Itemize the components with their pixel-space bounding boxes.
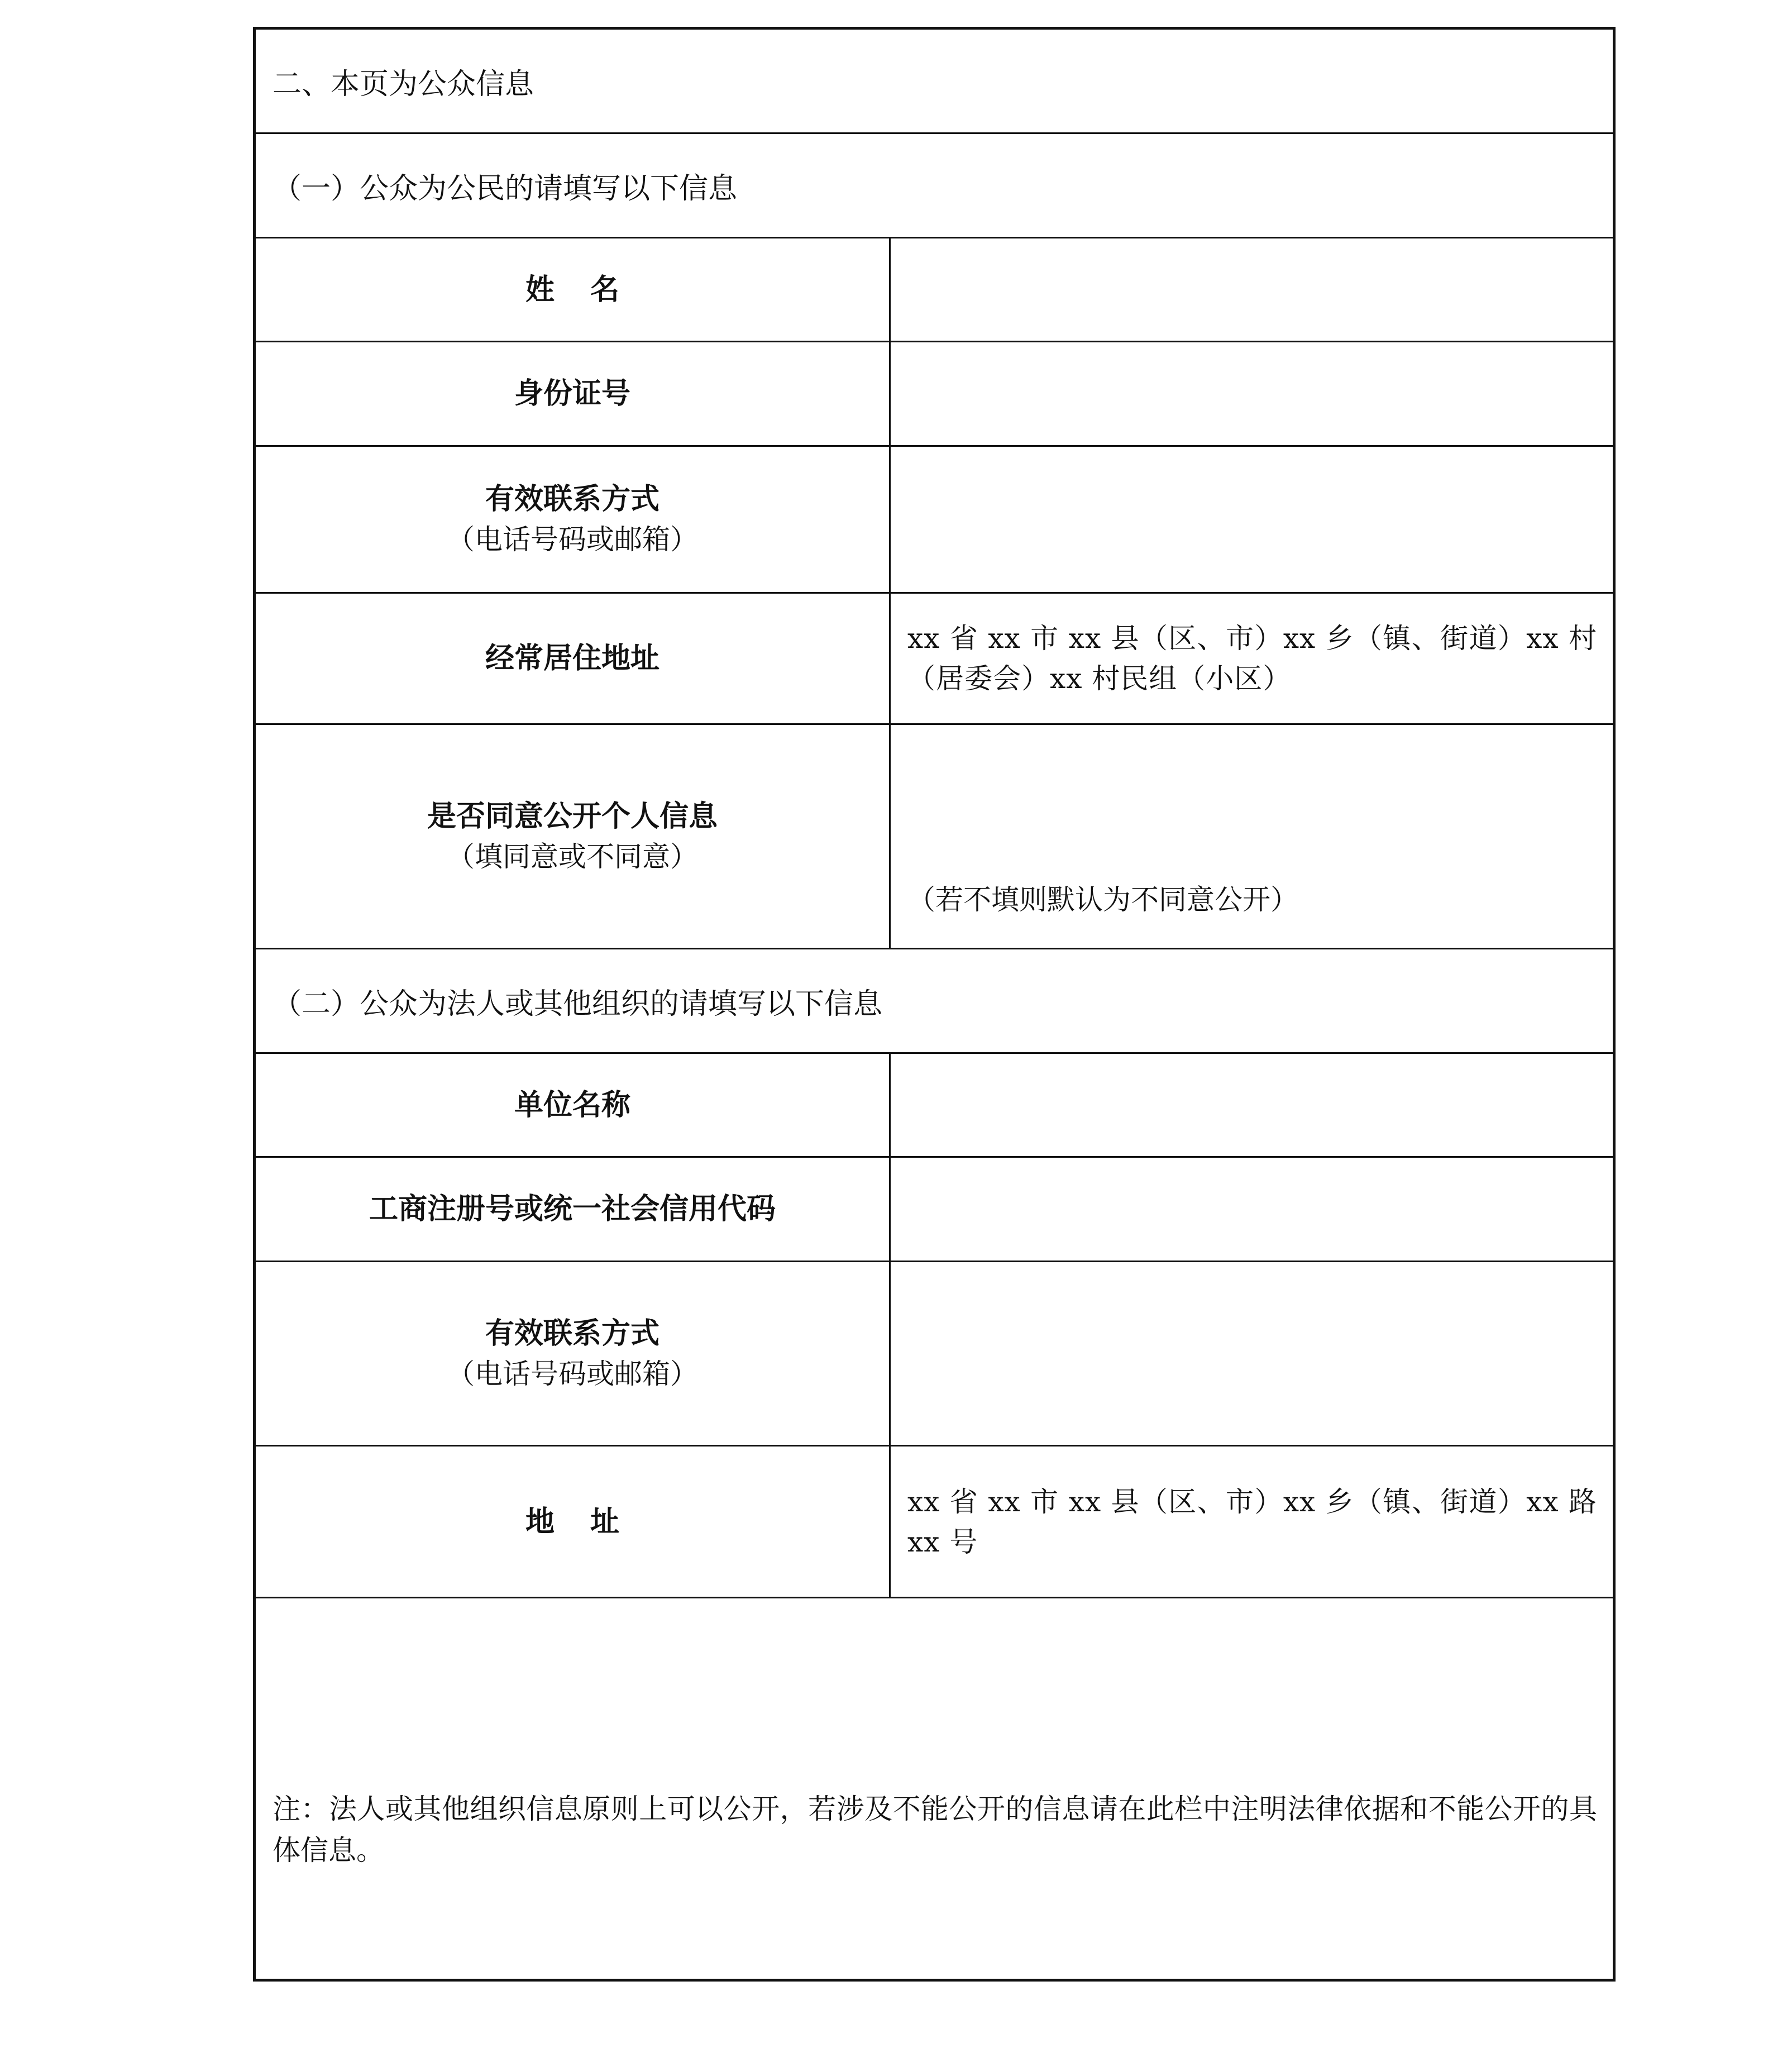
registration-label-cell [256, 1158, 891, 1261]
id-number-input[interactable] [891, 342, 1613, 445]
organization-contact-sub-label: （电话号码或邮箱） [447, 1357, 698, 1390]
citizen-contact-label: 有效联系方式 [485, 482, 660, 516]
row-organization-address [256, 1446, 1613, 1598]
unit-name-input[interactable] [891, 1054, 1613, 1156]
row-consent [256, 725, 1613, 949]
residence-address-value: xx 省 xx 市 xx 县（区、市）xx 乡（镇、街道）xx 村（居委会）xx 村民组（小区） [907, 622, 1597, 695]
organization-heading-row [256, 949, 1613, 1054]
organization-contact-label-cell [256, 1262, 891, 1445]
consent-sub-label: （填同意或不同意） [447, 840, 698, 873]
row-residence-address [256, 594, 1613, 725]
citizen-contact-input[interactable] [891, 447, 1613, 592]
citizen-contact-sub-label: （电话号码或邮箱） [447, 523, 698, 556]
row-name [256, 238, 1613, 342]
consent-hint: （若不填则默认为不同意公开） [907, 884, 1298, 916]
residence-label-cell [256, 594, 891, 723]
name-label-cell [256, 238, 891, 341]
consent-input[interactable] [891, 725, 1613, 948]
row-citizen-contact [256, 447, 1613, 594]
unit-name-label-cell [256, 1054, 891, 1156]
registration-code-input[interactable] [891, 1158, 1613, 1261]
name-label: 姓名 [525, 272, 655, 307]
residence-address-label: 经常居住地址 [485, 641, 660, 675]
section-title-row [256, 30, 1613, 134]
id-label-cell [256, 342, 891, 445]
section-title: 二、本页为公众信息 [273, 67, 534, 101]
row-organization-contact [256, 1262, 1613, 1446]
unit-name-label: 单位名称 [514, 1087, 630, 1122]
note-cell[interactable] [256, 1598, 1613, 1979]
name-input[interactable] [891, 238, 1613, 341]
note-text: 注：法人或其他组织信息原则上可以公开，若涉及不能公开的信息请在此栏中注明法律依据和不能公开的具体信息。 [273, 1793, 1597, 1866]
organization-contact-label: 有效联系方式 [485, 1316, 660, 1350]
organization-address-value: xx 省 xx 市 xx 县（区、市）xx 乡（镇、街道）xx 路 xx 号 [907, 1485, 1597, 1558]
residence-address-input[interactable] [891, 594, 1613, 723]
consent-label-cell [256, 725, 891, 948]
public-info-form [253, 27, 1616, 1982]
row-id-number [256, 342, 1613, 447]
citizen-contact-label-cell [256, 447, 891, 592]
citizen-heading-row [256, 134, 1613, 238]
citizen-heading: （一）公众为公民的请填写以下信息 [273, 171, 738, 206]
organization-address-label: 地址 [525, 1504, 655, 1539]
registration-code-label: 工商注册号或统一社会信用代码 [369, 1192, 776, 1226]
organization-address-input[interactable] [891, 1446, 1613, 1597]
organization-contact-input[interactable] [891, 1262, 1613, 1445]
row-unit-name [256, 1054, 1613, 1158]
consent-label: 是否同意公开个人信息 [427, 799, 718, 833]
organization-address-label-cell [256, 1446, 891, 1597]
id-number-label: 身份证号 [514, 376, 630, 410]
row-registration-code [256, 1158, 1613, 1262]
organization-heading: （二）公众为法人或其他组织的请填写以下信息 [273, 987, 883, 1021]
